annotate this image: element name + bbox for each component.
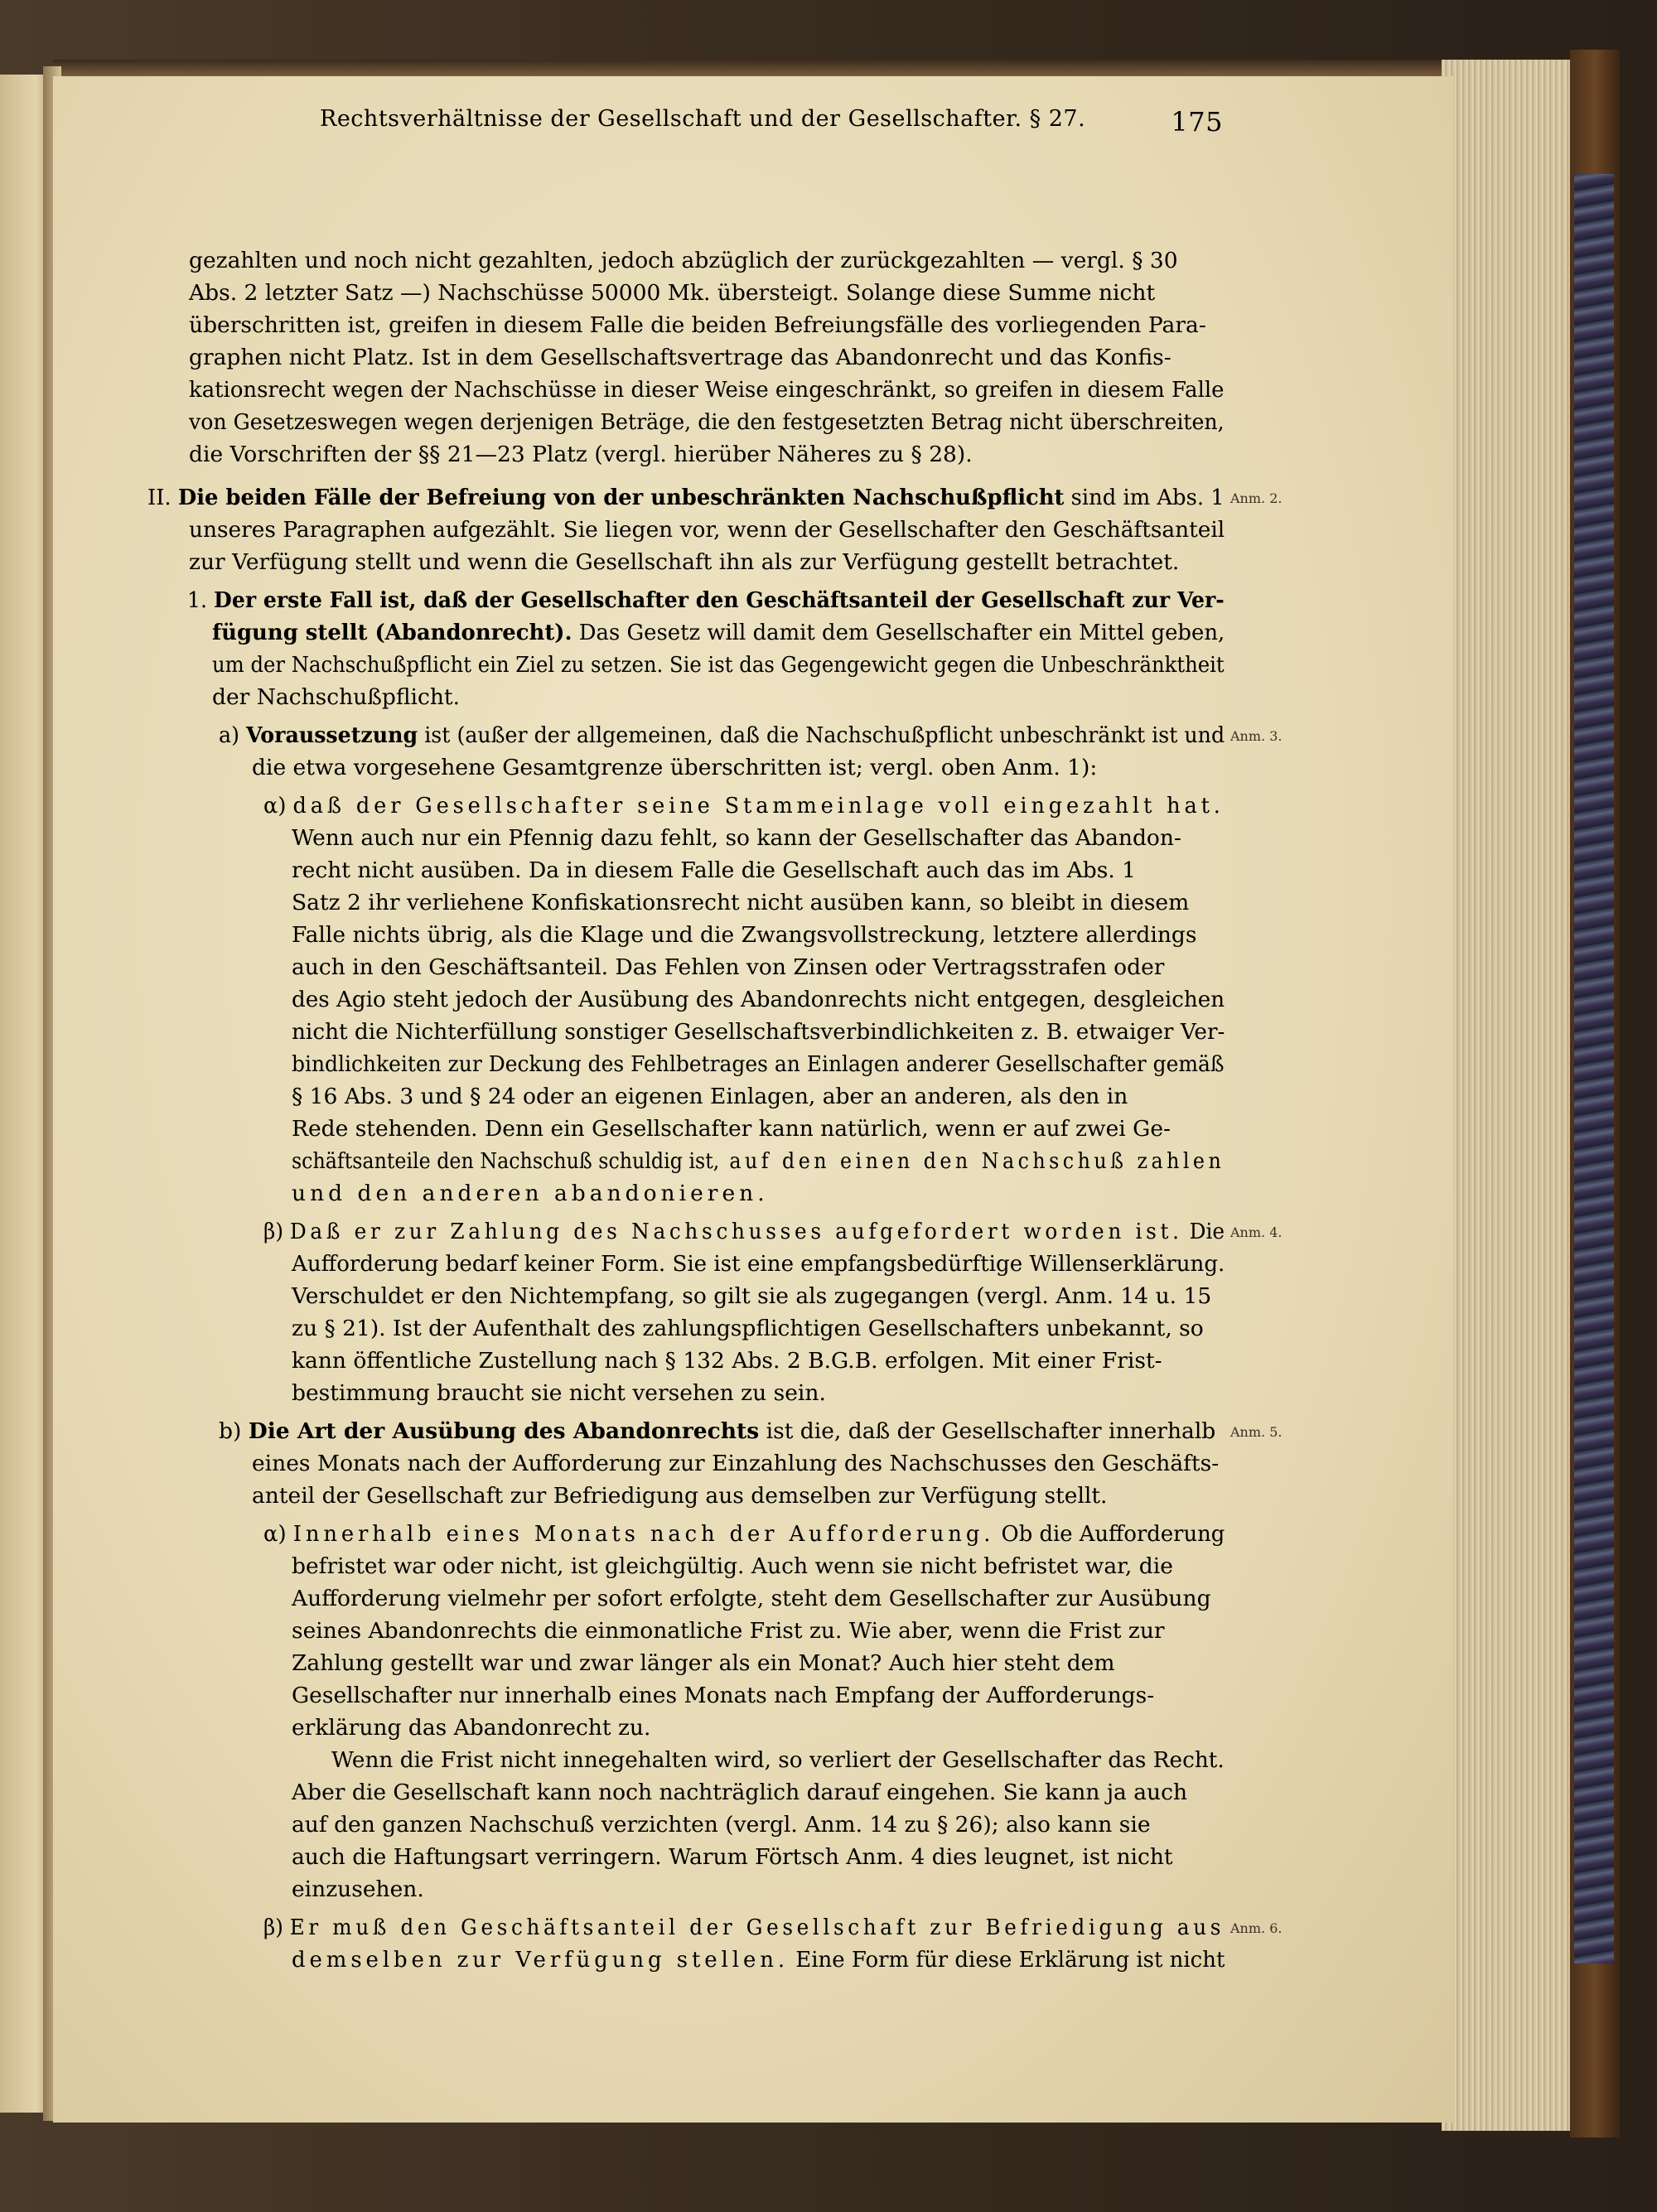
spaced-text: Daß er zur Zahlung des Nachschusses aufgefordert worden ist. [289, 1219, 1183, 1244]
text-line: bindlichkeiten zur Deckung des Fehlbetrages an Einlagen anderer Gesellschafter gemäß [292, 1051, 1225, 1077]
inline-text: Ob die Aufforderung [994, 1521, 1225, 1547]
spaced-text: Er muß den Geschäftsanteil der Gesellschaft zur Befriedigung aus [289, 1915, 1225, 1940]
text-line: der Nachschußpflicht. [212, 684, 461, 710]
spaced-text: daß der Gesellschafter seine Stammeinlage voll eingezahlt hat. [292, 793, 1225, 819]
section-II-heading [147, 484, 1225, 512]
inline-text: Eine Form für diese Erklärung ist nicht [789, 1947, 1225, 1973]
text-line: bestimmung braucht sie nicht versehen zu sein. [292, 1380, 826, 1406]
item-mark: α) [263, 793, 287, 819]
spaced-text: demselben zur Verfügung stellen. [292, 1947, 790, 1973]
text-line: auf den ganzen Nachschuß verzichten (vergl. Anm. 14 zu § 26); also kann sie [292, 1812, 1151, 1838]
item-b-heading [219, 1418, 1215, 1446]
margin-note: Anm. 4. [1230, 1224, 1283, 1240]
spaced-text: auf den einen den Nachschuß zahlen [719, 1148, 1225, 1174]
text-line: kann öffentliche Zustellung nach § 132 Abs. 2 B.G.B. erfolgen. Mit einer Frist- [292, 1348, 1162, 1374]
text-line: Falle nichts übrig, als die Klage und die Zwangsvollstreckung, letztere allerdings [292, 922, 1197, 948]
cover-marbling [1574, 174, 1614, 1963]
item-mark: a) [219, 722, 239, 748]
text-line: von Gesetzeswegen wegen derjenigen Beträge, die den festgesetzten Betrag nicht überschreiten, [189, 409, 1225, 435]
item-alpha-heading [263, 792, 1225, 820]
bold-heading: fügung stellt (Abandonrecht). [212, 620, 572, 645]
text-line: erklärung das Abandonrecht zu. [292, 1715, 651, 1741]
text-line: Aufforderung vielmehr per sofort erfolgte, steht dem Gesellschafter zur Ausübung [292, 1586, 1211, 1611]
text-line: Aber die Gesellschaft kann noch nachträglich darauf eingehen. Sie kann ja auch [292, 1780, 1188, 1805]
text-line: Rede stehenden. Denn ein Gesellschafter kann natürlich, wenn er auf zwei Ge- [292, 1116, 1171, 1142]
page-stack-edges [1442, 60, 1574, 2131]
item-mark: β) [263, 1219, 283, 1244]
text-line: Aufforderung bedarf keiner Form. Sie ist eine empfangsbedürftige Willenserklärung. [292, 1251, 1225, 1277]
text-line: unseres Paragraphen aufgezählt. Sie liegen vor, wenn der Gesellschafter den Geschäftsanteil [189, 517, 1225, 543]
item-mark: β) [263, 1915, 283, 1940]
inline-text: schäftsanteile den Nachschuß schuldig ist, [292, 1148, 720, 1174]
text-line: gezahlten und noch nicht gezahlten, jedoch abzüglich der zurückgezahlten — vergl. § 30 [189, 248, 1178, 273]
text-line: Gesellschafter nur innerhalb eines Monats nach Empfang der Aufforderungs- [292, 1683, 1155, 1708]
inline-text: Das Gesetz will damit dem Gesellschafter ein Mittel geben, [572, 620, 1225, 645]
text-line [212, 619, 1225, 647]
text-line: befristet war oder nicht, ist gleichgültig. Auch wenn sie nicht befristet war, die [292, 1553, 1173, 1579]
text-line [292, 1180, 769, 1208]
section-mark: II. [147, 485, 171, 510]
text-line [292, 1147, 1225, 1176]
item-mark: α) [263, 1521, 287, 1547]
text-line: Wenn auch nur ein Pfennig dazu fehlt, so kann der Gesellschafter das Abandon- [292, 825, 1181, 851]
inline-text: Die [1182, 1219, 1225, 1244]
text-line: Zahlung gestellt war und zwar länger als ein Monat? Auch hier steht dem [292, 1650, 1115, 1676]
text-line: die etwa vorgesehene Gesamtgrenze überschritten ist; vergl. oben Anm. 1): [252, 755, 1098, 780]
text-line: Abs. 2 letzter Satz —) Nachschüsse 50000 Mk. übersteigt. Solange diese Summe nicht [189, 280, 1156, 306]
item-alpha-heading [263, 1520, 1225, 1548]
page-header [270, 106, 1223, 142]
text-line: anteil der Gesellschaft zur Befriedigung aus demselben zur Verfügung stellt. [252, 1483, 1108, 1509]
item-a-heading [219, 722, 1225, 750]
text-line: § 16 Abs. 3 und § 24 oder an eigenen Einlagen, aber an anderen, als den in [292, 1084, 1128, 1109]
inline-text: ist (außer der allgemeinen, daß die Nachschußpflicht unbeschränkt ist und [418, 722, 1225, 748]
running-title: Rechtsverhältnisse der Gesellschaft und der Gesellschafter. § 27. [320, 106, 1086, 132]
item-mark: 1. [187, 587, 208, 613]
text-line: seines Abandonrechts die einmonatliche Frist zu. Wie aber, wenn die Frist zur [292, 1618, 1165, 1644]
item-beta-heading [263, 1218, 1225, 1246]
text-line: um der Nachschußpflicht ein Ziel zu setzen. Sie ist das Gegengewicht gegen die Unbeschränktheit [212, 652, 1225, 678]
text-line: Wenn die Frist nicht innegehalten wird, so verliert der Gesellschafter das Recht. [331, 1747, 1225, 1773]
spaced-text: Innerhalb eines Monats nach der Aufforderung. [292, 1521, 995, 1547]
spaced-text: und den anderen abandonieren. [292, 1181, 769, 1206]
item-mark: b) [219, 1418, 242, 1444]
margin-note: Anm. 5. [1230, 1424, 1283, 1440]
text-line: des Agio steht jedoch der Ausübung des Abandonrechts nicht entgegen, desgleichen [292, 987, 1225, 1012]
bold-heading: Die beiden Fälle der Befreiung von der unbeschränkten Nachschußpflicht [177, 485, 1065, 510]
item-beta-heading [263, 1914, 1225, 1942]
text-line: Satz 2 ihr verliehene Konfiskationsrecht nicht ausüben kann, so bleibt in diesem [292, 890, 1190, 915]
text-line: zur Verfügung stellt und wenn die Gesellschaft ihn als zur Verfügung gestellt betrachtet. [189, 549, 1180, 575]
bold-heading: Der erste Fall ist, daß der Gesellschafter den Geschäftsanteil der Gesellschaft zur Ver- [214, 587, 1225, 613]
margin-note: Anm. 6. [1230, 1920, 1283, 1936]
text-line [292, 1946, 1225, 1974]
text-line: einzusehen. [292, 1876, 424, 1902]
text-line: nicht die Nichterfüllung sonstiger Gesellschaftsverbindlichkeiten z. B. etwaiger Ver- [292, 1019, 1225, 1045]
margin-note: Anm. 3. [1230, 728, 1283, 744]
text-line: kationsrecht wegen der Nachschüsse in dieser Weise eingeschränkt, so greifen in diesem Falle [189, 377, 1225, 403]
item-1-heading [187, 587, 1225, 615]
text-line: überschritten ist, greifen in diesem Falle die beiden Befreiungsfälle des vorliegenden Para- [189, 312, 1206, 338]
margin-note: Anm. 2. [1230, 490, 1283, 506]
text-line: auch in den Geschäftsanteil. Das Fehlen von Zinsen oder Vertragsstrafen oder [292, 954, 1165, 980]
text-line: zu § 21). Ist der Aufenthalt des zahlungspflichtigen Gesellschafters unbekannt, so [292, 1316, 1204, 1341]
text-line: eines Monats nach der Aufforderung zur Einzahlung des Nachschusses den Geschäfts- [252, 1451, 1220, 1476]
text-line: recht nicht ausüben. Da in diesem Falle die Gesellschaft auch das im Abs. 1 [292, 857, 1137, 883]
bold-heading: Voraussetzung [245, 722, 418, 748]
text-line: auch die Haftungsart verringern. Warum Förtsch Anm. 4 dies leugnet, ist nicht [292, 1844, 1173, 1870]
text-line: Verschuldet er den Nichtempfang, so gilt sie als zugegangen (vergl. Anm. 14 u. 15 [292, 1283, 1212, 1309]
inline-text: sind im Abs. 1 [1064, 485, 1225, 510]
page-number: 175 [1171, 106, 1223, 138]
text-line: die Vorschriften der §§ 21—23 Platz (vergl. hierüber Näheres zu § 28). [189, 442, 973, 467]
text-line: graphen nicht Platz. Ist in dem Gesellschaftsvertrage das Abandonrecht und das Konfis- [189, 345, 1171, 370]
inline-text: ist die, daß der Gesellschafter innerhalb [759, 1418, 1216, 1444]
bold-heading: Die Art der Ausübung des Abandonrechts [248, 1418, 760, 1444]
